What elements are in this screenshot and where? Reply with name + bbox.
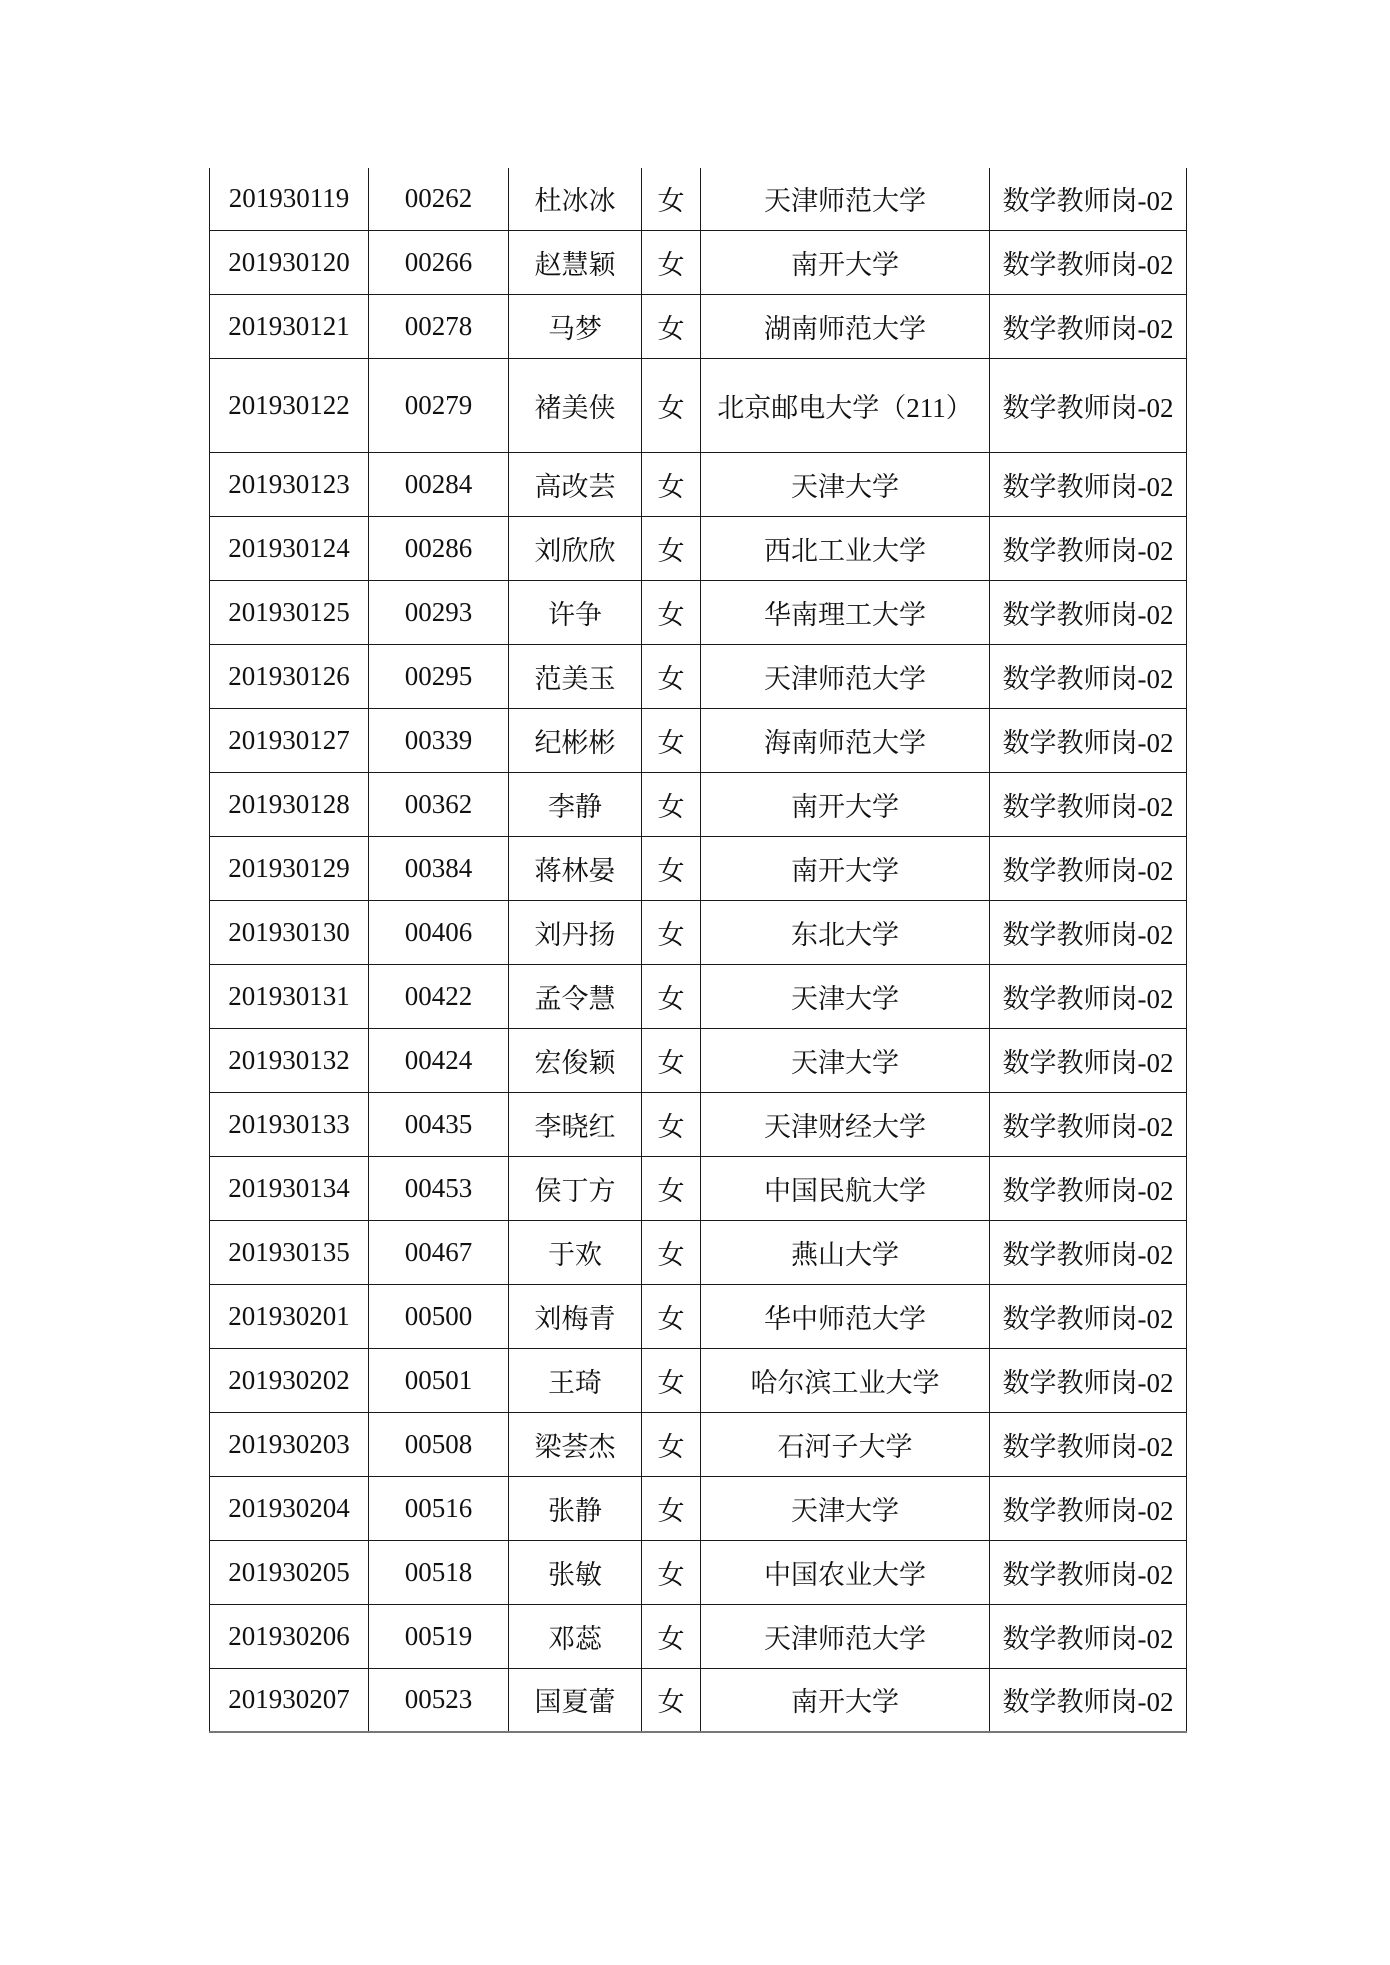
cell-exam-code: 00508: [369, 1412, 509, 1476]
table-row: [210, 1284, 1187, 1348]
cell-name: 刘梅青: [509, 1284, 642, 1348]
table-row: [210, 1220, 1187, 1284]
cell-registration-no: 201930127: [210, 708, 369, 772]
applicant-roster-table: [209, 168, 1187, 1733]
cell-position: 数学教师岗-02: [990, 1668, 1187, 1732]
table-row: [210, 1092, 1187, 1156]
cell-gender: 女: [642, 1348, 701, 1412]
table-row: [210, 900, 1187, 964]
cell-gender: 女: [642, 1604, 701, 1668]
cell-exam-code: 00519: [369, 1604, 509, 1668]
cell-registration-no: 201930128: [210, 772, 369, 836]
cell-name: 杜冰冰: [509, 168, 642, 230]
cell-registration-no: 201930133: [210, 1092, 369, 1156]
cell-position: 数学教师岗-02: [990, 1220, 1187, 1284]
table-row: [210, 580, 1187, 644]
cell-position: 数学教师岗-02: [990, 516, 1187, 580]
cell-name: 许争: [509, 580, 642, 644]
cell-graduate-school: 燕山大学: [701, 1220, 990, 1284]
cell-graduate-school: 华中师范大学: [701, 1284, 990, 1348]
cell-name: 刘欣欣: [509, 516, 642, 580]
cell-position: 数学教师岗-02: [990, 836, 1187, 900]
cell-gender: 女: [642, 1412, 701, 1476]
cell-gender: 女: [642, 900, 701, 964]
cell-graduate-school: 北京邮电大学（211）: [701, 358, 990, 452]
cell-registration-no: 201930122: [210, 358, 369, 452]
cell-name: 纪彬彬: [509, 708, 642, 772]
cell-position: 数学教师岗-02: [990, 772, 1187, 836]
cell-position: 数学教师岗-02: [990, 1412, 1187, 1476]
table-row: [210, 358, 1187, 452]
cell-name: 李晓红: [509, 1092, 642, 1156]
cell-graduate-school: 天津大学: [701, 1476, 990, 1540]
cell-name: 高改芸: [509, 452, 642, 516]
cell-position: 数学教师岗-02: [990, 1540, 1187, 1604]
cell-name: 于欢: [509, 1220, 642, 1284]
cell-gender: 女: [642, 1476, 701, 1540]
cell-name: 褚美侠: [509, 358, 642, 452]
cell-name: 邓蕊: [509, 1604, 642, 1668]
cell-registration-no: 201930124: [210, 516, 369, 580]
cell-exam-code: 00518: [369, 1540, 509, 1604]
cell-exam-code: 00266: [369, 230, 509, 294]
cell-exam-code: 00362: [369, 772, 509, 836]
cell-gender: 女: [642, 1156, 701, 1220]
cell-position: 数学教师岗-02: [990, 230, 1187, 294]
cell-exam-code: 00295: [369, 644, 509, 708]
cell-registration-no: 201930125: [210, 580, 369, 644]
cell-position: 数学教师岗-02: [990, 1156, 1187, 1220]
cell-name: 张敏: [509, 1540, 642, 1604]
cell-exam-code: 00278: [369, 294, 509, 358]
cell-position: 数学教师岗-02: [990, 900, 1187, 964]
table-row: [210, 1348, 1187, 1412]
cell-gender: 女: [642, 1092, 701, 1156]
cell-position: 数学教师岗-02: [990, 644, 1187, 708]
cell-name: 马梦: [509, 294, 642, 358]
cell-exam-code: 00516: [369, 1476, 509, 1540]
cell-registration-no: 201930126: [210, 644, 369, 708]
cell-gender: 女: [642, 1668, 701, 1732]
cell-position: 数学教师岗-02: [990, 964, 1187, 1028]
cell-name: 侯丁方: [509, 1156, 642, 1220]
cell-gender: 女: [642, 708, 701, 772]
cell-position: 数学教师岗-02: [990, 1284, 1187, 1348]
cell-position: 数学教师岗-02: [990, 708, 1187, 772]
cell-name: 李静: [509, 772, 642, 836]
cell-name: 刘丹扬: [509, 900, 642, 964]
cell-name: 赵慧颖: [509, 230, 642, 294]
cell-gender: 女: [642, 772, 701, 836]
cell-graduate-school: 石河子大学: [701, 1412, 990, 1476]
cell-registration-no: 201930204: [210, 1476, 369, 1540]
applicant-table-body: [210, 168, 1187, 1732]
cell-name: 蒋林晏: [509, 836, 642, 900]
cell-graduate-school: 天津师范大学: [701, 168, 990, 230]
cell-name: 宏俊颖: [509, 1028, 642, 1092]
cell-exam-code: 00293: [369, 580, 509, 644]
cell-graduate-school: 天津师范大学: [701, 1604, 990, 1668]
cell-exam-code: 00284: [369, 452, 509, 516]
cell-registration-no: 201930129: [210, 836, 369, 900]
cell-graduate-school: 天津大学: [701, 964, 990, 1028]
cell-name: 孟令慧: [509, 964, 642, 1028]
cell-registration-no: 201930203: [210, 1412, 369, 1476]
table-row: [210, 1540, 1187, 1604]
cell-name: 梁荟杰: [509, 1412, 642, 1476]
cell-registration-no: 201930134: [210, 1156, 369, 1220]
cell-graduate-school: 华南理工大学: [701, 580, 990, 644]
cell-position: 数学教师岗-02: [990, 1476, 1187, 1540]
cell-registration-no: 201930135: [210, 1220, 369, 1284]
cell-position: 数学教师岗-02: [990, 580, 1187, 644]
cell-position: 数学教师岗-02: [990, 294, 1187, 358]
cell-gender: 女: [642, 452, 701, 516]
cell-position: 数学教师岗-02: [990, 358, 1187, 452]
cell-gender: 女: [642, 580, 701, 644]
cell-gender: 女: [642, 168, 701, 230]
cell-exam-code: 00422: [369, 964, 509, 1028]
table-row: [210, 452, 1187, 516]
cell-name: 张静: [509, 1476, 642, 1540]
table-row: [210, 1604, 1187, 1668]
cell-exam-code: 00286: [369, 516, 509, 580]
table-row: [210, 836, 1187, 900]
cell-exam-code: 00279: [369, 358, 509, 452]
cell-graduate-school: 天津师范大学: [701, 644, 990, 708]
table-row: [210, 772, 1187, 836]
cell-graduate-school: 南开大学: [701, 230, 990, 294]
cell-exam-code: 00467: [369, 1220, 509, 1284]
cell-graduate-school: 南开大学: [701, 1668, 990, 1732]
table-row: [210, 1412, 1187, 1476]
cell-graduate-school: 南开大学: [701, 836, 990, 900]
cell-graduate-school: 西北工业大学: [701, 516, 990, 580]
cell-gender: 女: [642, 1540, 701, 1604]
cell-graduate-school: 天津财经大学: [701, 1092, 990, 1156]
cell-exam-code: 00435: [369, 1092, 509, 1156]
cell-graduate-school: 海南师范大学: [701, 708, 990, 772]
table-row: [210, 964, 1187, 1028]
cell-gender: 女: [642, 1028, 701, 1092]
table-row: [210, 1476, 1187, 1540]
cell-gender: 女: [642, 230, 701, 294]
cell-gender: 女: [642, 1284, 701, 1348]
cell-position: 数学教师岗-02: [990, 1092, 1187, 1156]
cell-registration-no: 201930123: [210, 452, 369, 516]
cell-exam-code: 00262: [369, 168, 509, 230]
cell-graduate-school: 哈尔滨工业大学: [701, 1348, 990, 1412]
cell-registration-no: 201930119: [210, 168, 369, 230]
cell-registration-no: 201930206: [210, 1604, 369, 1668]
cell-gender: 女: [642, 836, 701, 900]
cell-registration-no: 201930201: [210, 1284, 369, 1348]
cell-registration-no: 201930121: [210, 294, 369, 358]
cell-registration-no: 201930132: [210, 1028, 369, 1092]
cell-position: 数学教师岗-02: [990, 1028, 1187, 1092]
cell-name: 国夏蕾: [509, 1668, 642, 1732]
cell-exam-code: 00501: [369, 1348, 509, 1412]
cell-graduate-school: 湖南师范大学: [701, 294, 990, 358]
table-row: [210, 1668, 1187, 1732]
table-row: [210, 1028, 1187, 1092]
cell-exam-code: 00406: [369, 900, 509, 964]
table-row: [210, 230, 1187, 294]
cell-exam-code: 00523: [369, 1668, 509, 1732]
cell-exam-code: 00384: [369, 836, 509, 900]
cell-position: 数学教师岗-02: [990, 168, 1187, 230]
table-row: [210, 516, 1187, 580]
cell-position: 数学教师岗-02: [990, 1604, 1187, 1668]
cell-exam-code: 00453: [369, 1156, 509, 1220]
cell-graduate-school: 东北大学: [701, 900, 990, 964]
cell-exam-code: 00500: [369, 1284, 509, 1348]
cell-gender: 女: [642, 1220, 701, 1284]
table-row: [210, 1156, 1187, 1220]
cell-gender: 女: [642, 358, 701, 452]
cell-registration-no: 201930205: [210, 1540, 369, 1604]
cell-graduate-school: 天津大学: [701, 452, 990, 516]
cell-registration-no: 201930207: [210, 1668, 369, 1732]
cell-gender: 女: [642, 964, 701, 1028]
cell-gender: 女: [642, 644, 701, 708]
cell-registration-no: 201930202: [210, 1348, 369, 1412]
cell-position: 数学教师岗-02: [990, 1348, 1187, 1412]
cell-graduate-school: 中国农业大学: [701, 1540, 990, 1604]
table-row: [210, 644, 1187, 708]
cell-exam-code: 00424: [369, 1028, 509, 1092]
cell-name: 王琦: [509, 1348, 642, 1412]
table-row: [210, 708, 1187, 772]
cell-position: 数学教师岗-02: [990, 452, 1187, 516]
cell-gender: 女: [642, 294, 701, 358]
table-row: [210, 168, 1187, 230]
cell-graduate-school: 天津大学: [701, 1028, 990, 1092]
cell-name: 范美玉: [509, 644, 642, 708]
cell-exam-code: 00339: [369, 708, 509, 772]
cell-graduate-school: 中国民航大学: [701, 1156, 990, 1220]
table-row: [210, 294, 1187, 358]
cell-registration-no: 201930120: [210, 230, 369, 294]
cell-registration-no: 201930131: [210, 964, 369, 1028]
cell-graduate-school: 南开大学: [701, 772, 990, 836]
cell-registration-no: 201930130: [210, 900, 369, 964]
cell-gender: 女: [642, 516, 701, 580]
